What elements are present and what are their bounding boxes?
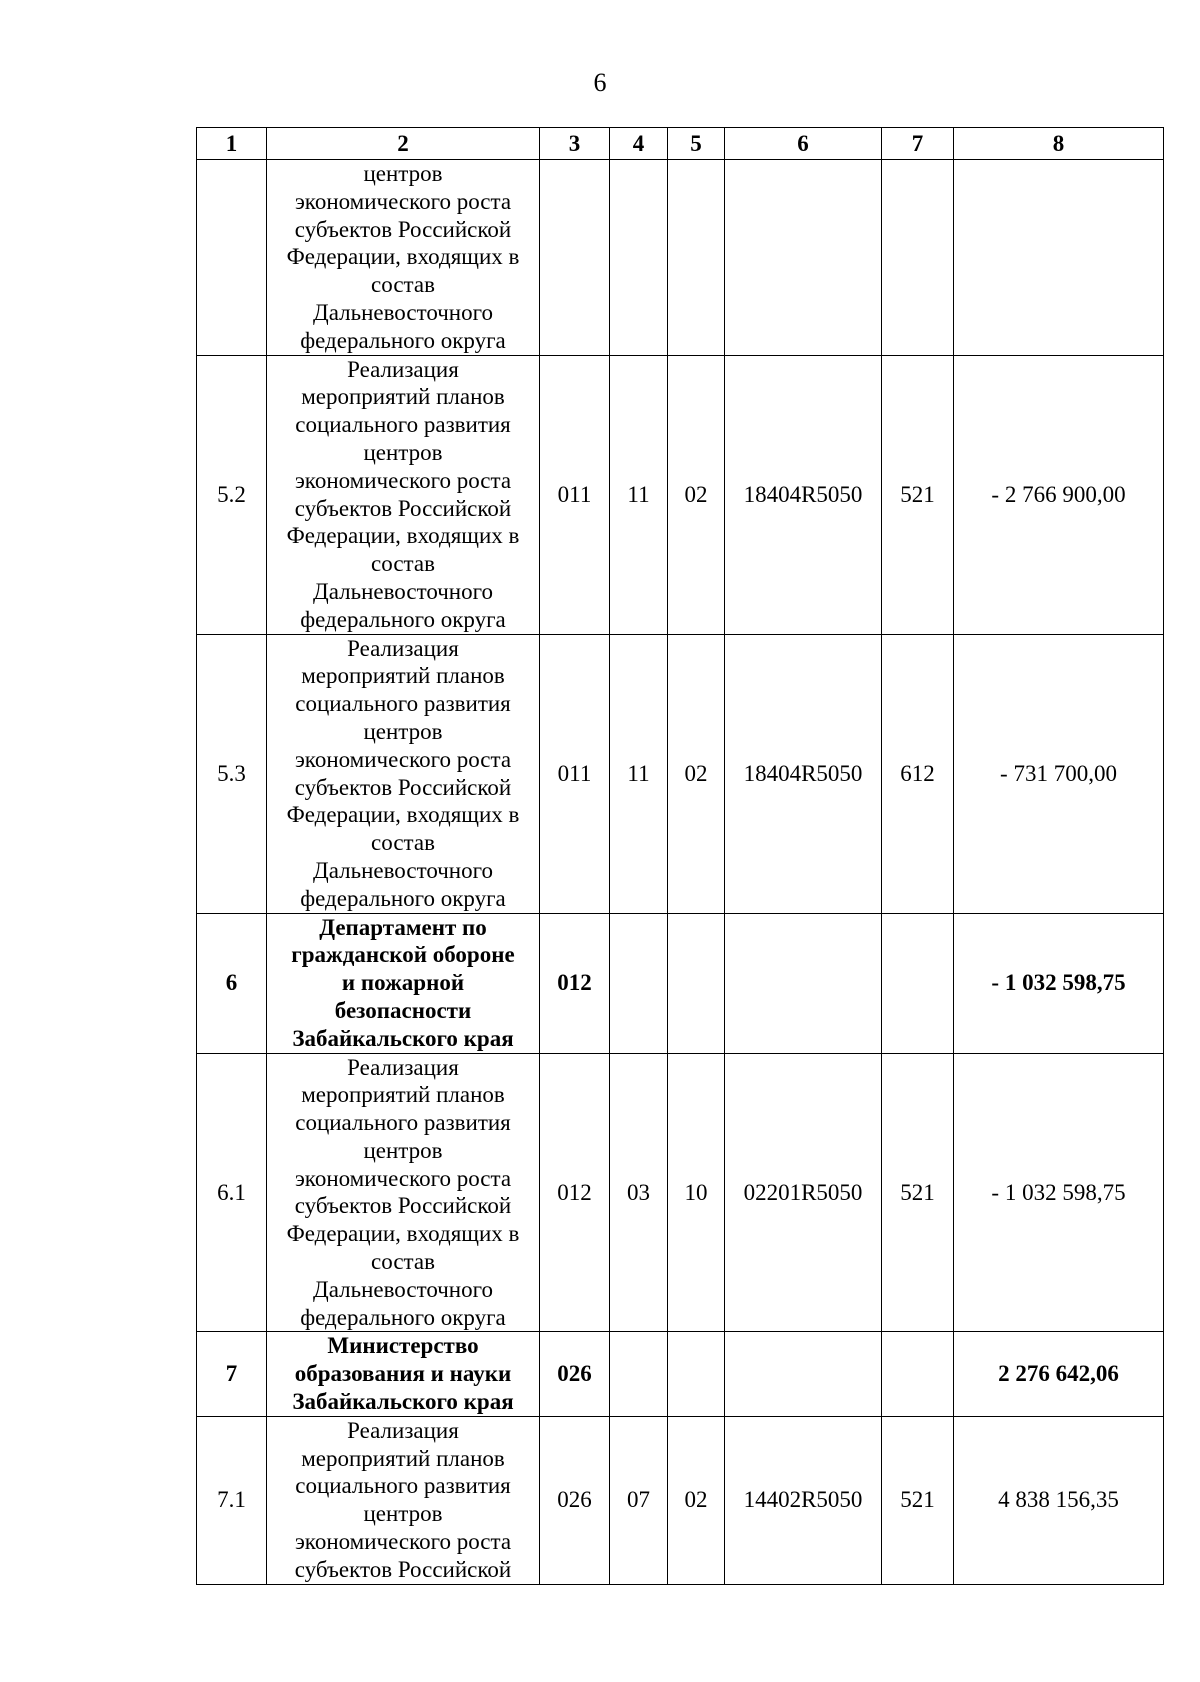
header-row xyxy=(197,128,1164,160)
row-expense-type-cell: 521 xyxy=(882,1416,954,1584)
row-admin-code-cell: 026 xyxy=(540,1416,610,1584)
row-amount-cell: 4 838 156,35 xyxy=(954,1416,1164,1584)
row-expense-type-cell: 521 xyxy=(882,355,954,634)
row-section-cell xyxy=(610,160,668,356)
page-number: 6 xyxy=(593,68,607,97)
header-cell-8: 8 xyxy=(954,128,1164,160)
row-amount-cell: - 1 032 598,75 xyxy=(954,913,1164,1053)
row-name-cell: Реализация мероприятий планов социального развития центров экономического роста субъектов Российской Федерации, входящих в состав Дальневосточного федерального округа xyxy=(267,1053,540,1332)
row-number-cell: 5.3 xyxy=(197,634,267,913)
row-name-cell: Реализация мероприятий планов социального развития центров экономического роста субъектов Российской xyxy=(267,1416,540,1584)
row-admin-code-cell: 012 xyxy=(540,1053,610,1332)
table-row xyxy=(197,355,1164,634)
row-admin-code-cell: 026 xyxy=(540,1332,610,1416)
row-section-cell: 03 xyxy=(610,1053,668,1332)
row-number-cell: 5.2 xyxy=(197,355,267,634)
row-subsection-cell xyxy=(668,913,725,1053)
row-expense-type-cell: 612 xyxy=(882,634,954,913)
header-cell-5: 5 xyxy=(668,128,725,160)
row-target-article-cell: 18404R5050 xyxy=(725,634,882,913)
row-expense-type-cell xyxy=(882,913,954,1053)
row-subsection-cell xyxy=(668,160,725,356)
row-name-cell: Министерство образования и науки Забайкальского края xyxy=(267,1332,540,1416)
row-amount-cell: - 1 032 598,75 xyxy=(954,1053,1164,1332)
row-target-article-cell xyxy=(725,913,882,1053)
row-admin-code-cell: 012 xyxy=(540,913,610,1053)
table-row xyxy=(197,1416,1164,1584)
row-target-article-cell xyxy=(725,1332,882,1416)
row-admin-code-cell: 011 xyxy=(540,355,610,634)
row-number-cell: 6 xyxy=(197,913,267,1053)
row-amount-cell: 2 276 642,06 xyxy=(954,1332,1164,1416)
row-admin-code-cell: 011 xyxy=(540,634,610,913)
row-name-cell: Реализация мероприятий планов социального развития центров экономического роста субъектов Российской Федерации, входящих в состав Дальневосточного федерального округа xyxy=(267,355,540,634)
row-name-cell: центров экономического роста субъектов Российской Федерации, входящих в состав Дальневосточного федерального округа xyxy=(267,160,540,356)
row-admin-code-cell xyxy=(540,160,610,356)
row-amount-cell: - 731 700,00 xyxy=(954,634,1164,913)
row-target-article-cell: 14402R5050 xyxy=(725,1416,882,1584)
row-subsection-cell xyxy=(668,1332,725,1416)
row-amount-cell xyxy=(954,160,1164,356)
budget-table xyxy=(196,127,1164,1585)
row-section-cell: 11 xyxy=(610,634,668,913)
header-cell-2: 2 xyxy=(267,128,540,160)
row-expense-type-cell: 521 xyxy=(882,1053,954,1332)
header-cell-7: 7 xyxy=(882,128,954,160)
table-row xyxy=(197,1053,1164,1332)
table-body xyxy=(197,160,1164,1585)
table-row xyxy=(197,634,1164,913)
row-name-cell: Департамент по гражданской обороне и пожарной безопасности Забайкальского края xyxy=(267,913,540,1053)
row-amount-cell: - 2 766 900,00 xyxy=(954,355,1164,634)
row-subsection-cell: 02 xyxy=(668,634,725,913)
row-target-article-cell: 18404R5050 xyxy=(725,355,882,634)
row-target-article-cell xyxy=(725,160,882,356)
row-subsection-cell: 02 xyxy=(668,1416,725,1584)
row-number-cell xyxy=(197,160,267,356)
row-target-article-cell: 02201R5050 xyxy=(725,1053,882,1332)
row-number-cell: 6.1 xyxy=(197,1053,267,1332)
table-row xyxy=(197,1332,1164,1416)
row-section-cell: 11 xyxy=(610,355,668,634)
header-cell-4: 4 xyxy=(610,128,668,160)
header-cell-1: 1 xyxy=(197,128,267,160)
header-cell-3: 3 xyxy=(540,128,610,160)
row-expense-type-cell xyxy=(882,1332,954,1416)
row-section-cell xyxy=(610,913,668,1053)
row-subsection-cell: 10 xyxy=(668,1053,725,1332)
table-row xyxy=(197,160,1164,356)
header-cell-6: 6 xyxy=(725,128,882,160)
row-section-cell xyxy=(610,1332,668,1416)
row-name-cell: Реализация мероприятий планов социального развития центров экономического роста субъектов Российской Федерации, входящих в состав Дальневосточного федерального округа xyxy=(267,634,540,913)
row-section-cell: 07 xyxy=(610,1416,668,1584)
table-row xyxy=(197,913,1164,1053)
row-expense-type-cell xyxy=(882,160,954,356)
row-subsection-cell: 02 xyxy=(668,355,725,634)
row-number-cell: 7 xyxy=(197,1332,267,1416)
row-number-cell: 7.1 xyxy=(197,1416,267,1584)
